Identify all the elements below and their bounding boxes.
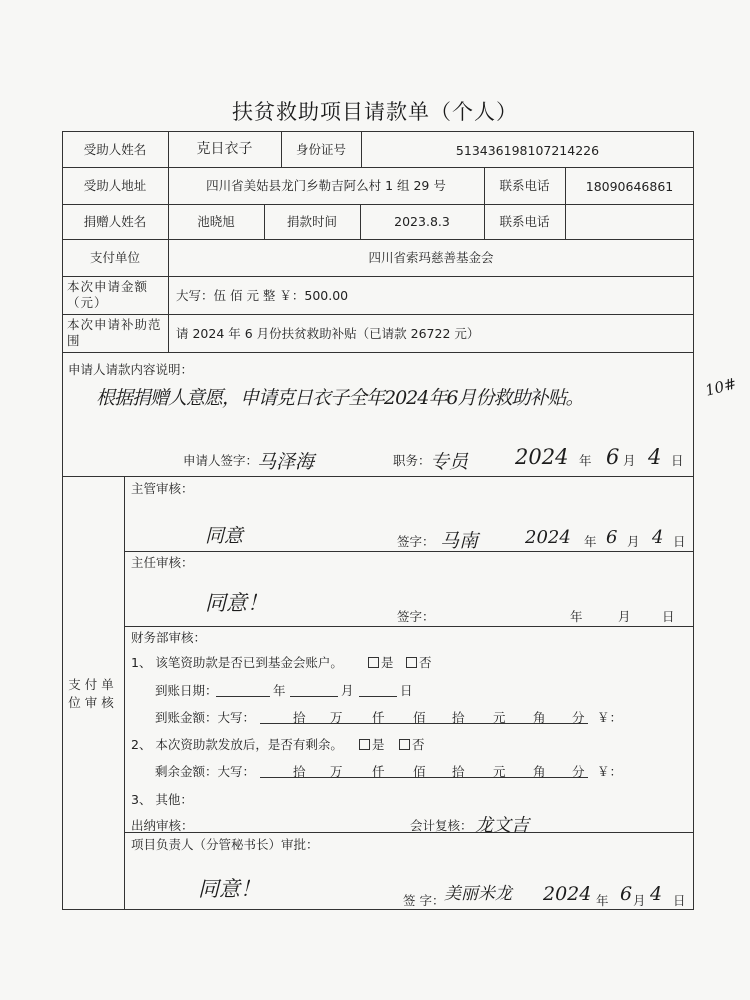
day-char: 日 [662,609,675,624]
payer-value: 四川省索玛慈善基金会 [368,250,494,265]
application-day: 4 [648,445,662,469]
question-3: 3、 其他： [131,792,193,807]
month-char: 月 [623,453,636,468]
director-sign-label: 签字： [397,609,435,624]
recipient-name-label: 受助人姓名 [83,142,147,157]
supervisor-month: 6 [606,527,618,548]
applicant-sign-label: 申请人签字： [183,453,259,468]
phone-label-2: 联系电话 [499,214,550,229]
yen-label: ￥： [597,764,623,779]
phone-value: 18090646861 [585,179,674,194]
position-value: 专员 [430,451,469,473]
row-divider [124,832,694,833]
yen-label: ￥： [597,710,623,725]
project-manager-signature: 美丽米龙 [444,884,512,904]
year-char: 年 [273,683,286,698]
remaining-amount-label: 剩余金额：大写： [155,764,256,779]
supervisor-comment: 同意 [205,525,244,547]
address-label: 受助人地址 [83,178,147,193]
unit-char: 佰 [413,710,426,725]
day-char: 日 [673,534,686,549]
page-title: 扶贫救助项目请款单（个人） [232,100,518,124]
arrival-month-blank[interactable] [290,696,338,697]
year-char: 年 [596,893,609,908]
supervisor-year: 2024 [525,527,571,548]
project-manager-comment: 同意！ [198,877,261,901]
col-divider [124,476,125,910]
arrival-amount-label: 到账金额：大写： [155,710,256,725]
unit-char: 万 [330,710,343,725]
col-divider [565,167,566,239]
question-2: 2、 本次资助款发放后，是否有剩余。 [131,737,343,752]
arrival-day-blank[interactable] [359,696,397,697]
unit-char: 万 [330,764,343,779]
row-divider [124,551,694,552]
donation-time-value: 2023.8.3 [394,214,450,229]
donor-value: 池晓旭 [197,214,235,229]
application-handwritten-text: 根据捐赠人意愿，申请克日衣子全年2024年6月份救助补贴。 [96,387,584,409]
id-label: 身份证号 [295,142,346,157]
position-label: 职务： [393,453,431,468]
day-char: 日 [673,893,686,908]
cashier-review-label: 出纳审核： [131,818,194,833]
unit-char: 拾 [293,710,306,725]
payer-label: 支付单位 [89,250,140,265]
address-value: 四川省美姑县龙门乡勒吉阿么村 1 组 29 号 [206,178,446,193]
row-divider [62,204,694,205]
row-divider [124,626,694,627]
margin-note: 10# [703,374,739,400]
day-char: 日 [671,453,684,468]
unit-char: 仟 [372,764,385,779]
option-label: 否 [419,655,432,670]
finance-review-label: 财务部审核： [131,630,207,645]
application-year: 2024 [515,445,569,469]
application-label: 申请人请款内容说明： [68,362,194,377]
project-manager-month: 6 [620,883,633,905]
row-divider [62,476,694,477]
year-char: 年 [584,534,597,549]
application-month: 6 [606,445,620,469]
amount-value: 大写：伍 佰 元 整 ￥：500.00 [176,288,349,303]
unit-char: 角 [533,764,546,779]
row-divider [62,239,694,240]
q2-yes-option[interactable] [359,737,385,752]
row-divider [62,276,694,277]
amount-label: 本次申请金额（元） [67,279,149,310]
month-char: 月 [627,534,640,549]
q1-no-option[interactable] [406,655,432,670]
id-value: 513436198107214226 [455,143,600,158]
unit-char: 分 [572,764,585,779]
month-char: 月 [633,893,646,908]
accountant-review-label: 会计复核： [410,818,473,833]
scope-value: 请 2024 年 6 月份扶贫救助补贴（已请款 26722 元） [176,326,480,341]
checkbox[interactable] [406,657,417,668]
year-char: 年 [579,453,592,468]
project-manager-label: 项目负责人（分管秘书长）审批： [131,837,319,852]
year-char: 年 [570,609,583,624]
accountant-signature: 龙文吉 [475,815,529,836]
director-comment: 同意！ [205,591,268,615]
checkbox[interactable] [359,739,370,750]
phone-label: 联系电话 [499,178,550,193]
donation-time-label: 捐款时间 [286,214,337,229]
checkbox[interactable] [399,739,410,750]
q2-no-option[interactable] [399,737,425,752]
scope-label: 本次申请补助范围 [67,317,162,348]
recipient-name-value: 克日衣子 [196,141,253,157]
unit-char: 角 [533,710,546,725]
unit-char: 元 [493,764,506,779]
unit-char: 佰 [413,764,426,779]
applicant-signature: 马泽海 [257,451,315,473]
supervisor-sign-label: 签字： [397,534,435,549]
unit-char: 元 [493,710,506,725]
unit-char: 拾 [452,710,465,725]
unit-char: 仟 [372,710,385,725]
project-manager-sign-label: 签 字： [403,893,445,908]
row-divider [62,352,694,353]
project-manager-year: 2024 [543,883,592,905]
supervisor-review-label: 主管审核： [131,481,194,496]
arrival-date-label: 到账日期： [155,683,218,698]
day-char: 日 [400,683,413,698]
month-char: 月 [618,609,631,624]
director-review-label: 主任审核： [131,555,194,570]
arrival-year-blank[interactable] [216,696,270,697]
q1-yes-option[interactable] [368,655,394,670]
payer-review-section-label: 支付单位审核 [68,677,118,710]
checkbox[interactable] [368,657,379,668]
project-manager-day: 4 [650,883,663,905]
unit-char: 拾 [452,764,465,779]
option-label: 是 [372,737,385,752]
month-char: 月 [341,683,354,698]
supervisor-signature: 马南 [440,530,479,552]
unit-char: 分 [572,710,585,725]
donor-label: 捐赠人姓名 [83,214,147,229]
col-divider [168,131,169,352]
supervisor-day: 4 [652,527,664,548]
option-label: 是 [381,655,394,670]
row-divider [62,314,694,315]
row-divider [62,167,694,168]
question-1: 1、 该笔资助款是否已到基金会账户。 [131,655,343,670]
option-label: 否 [412,737,425,752]
unit-char: 拾 [293,764,306,779]
